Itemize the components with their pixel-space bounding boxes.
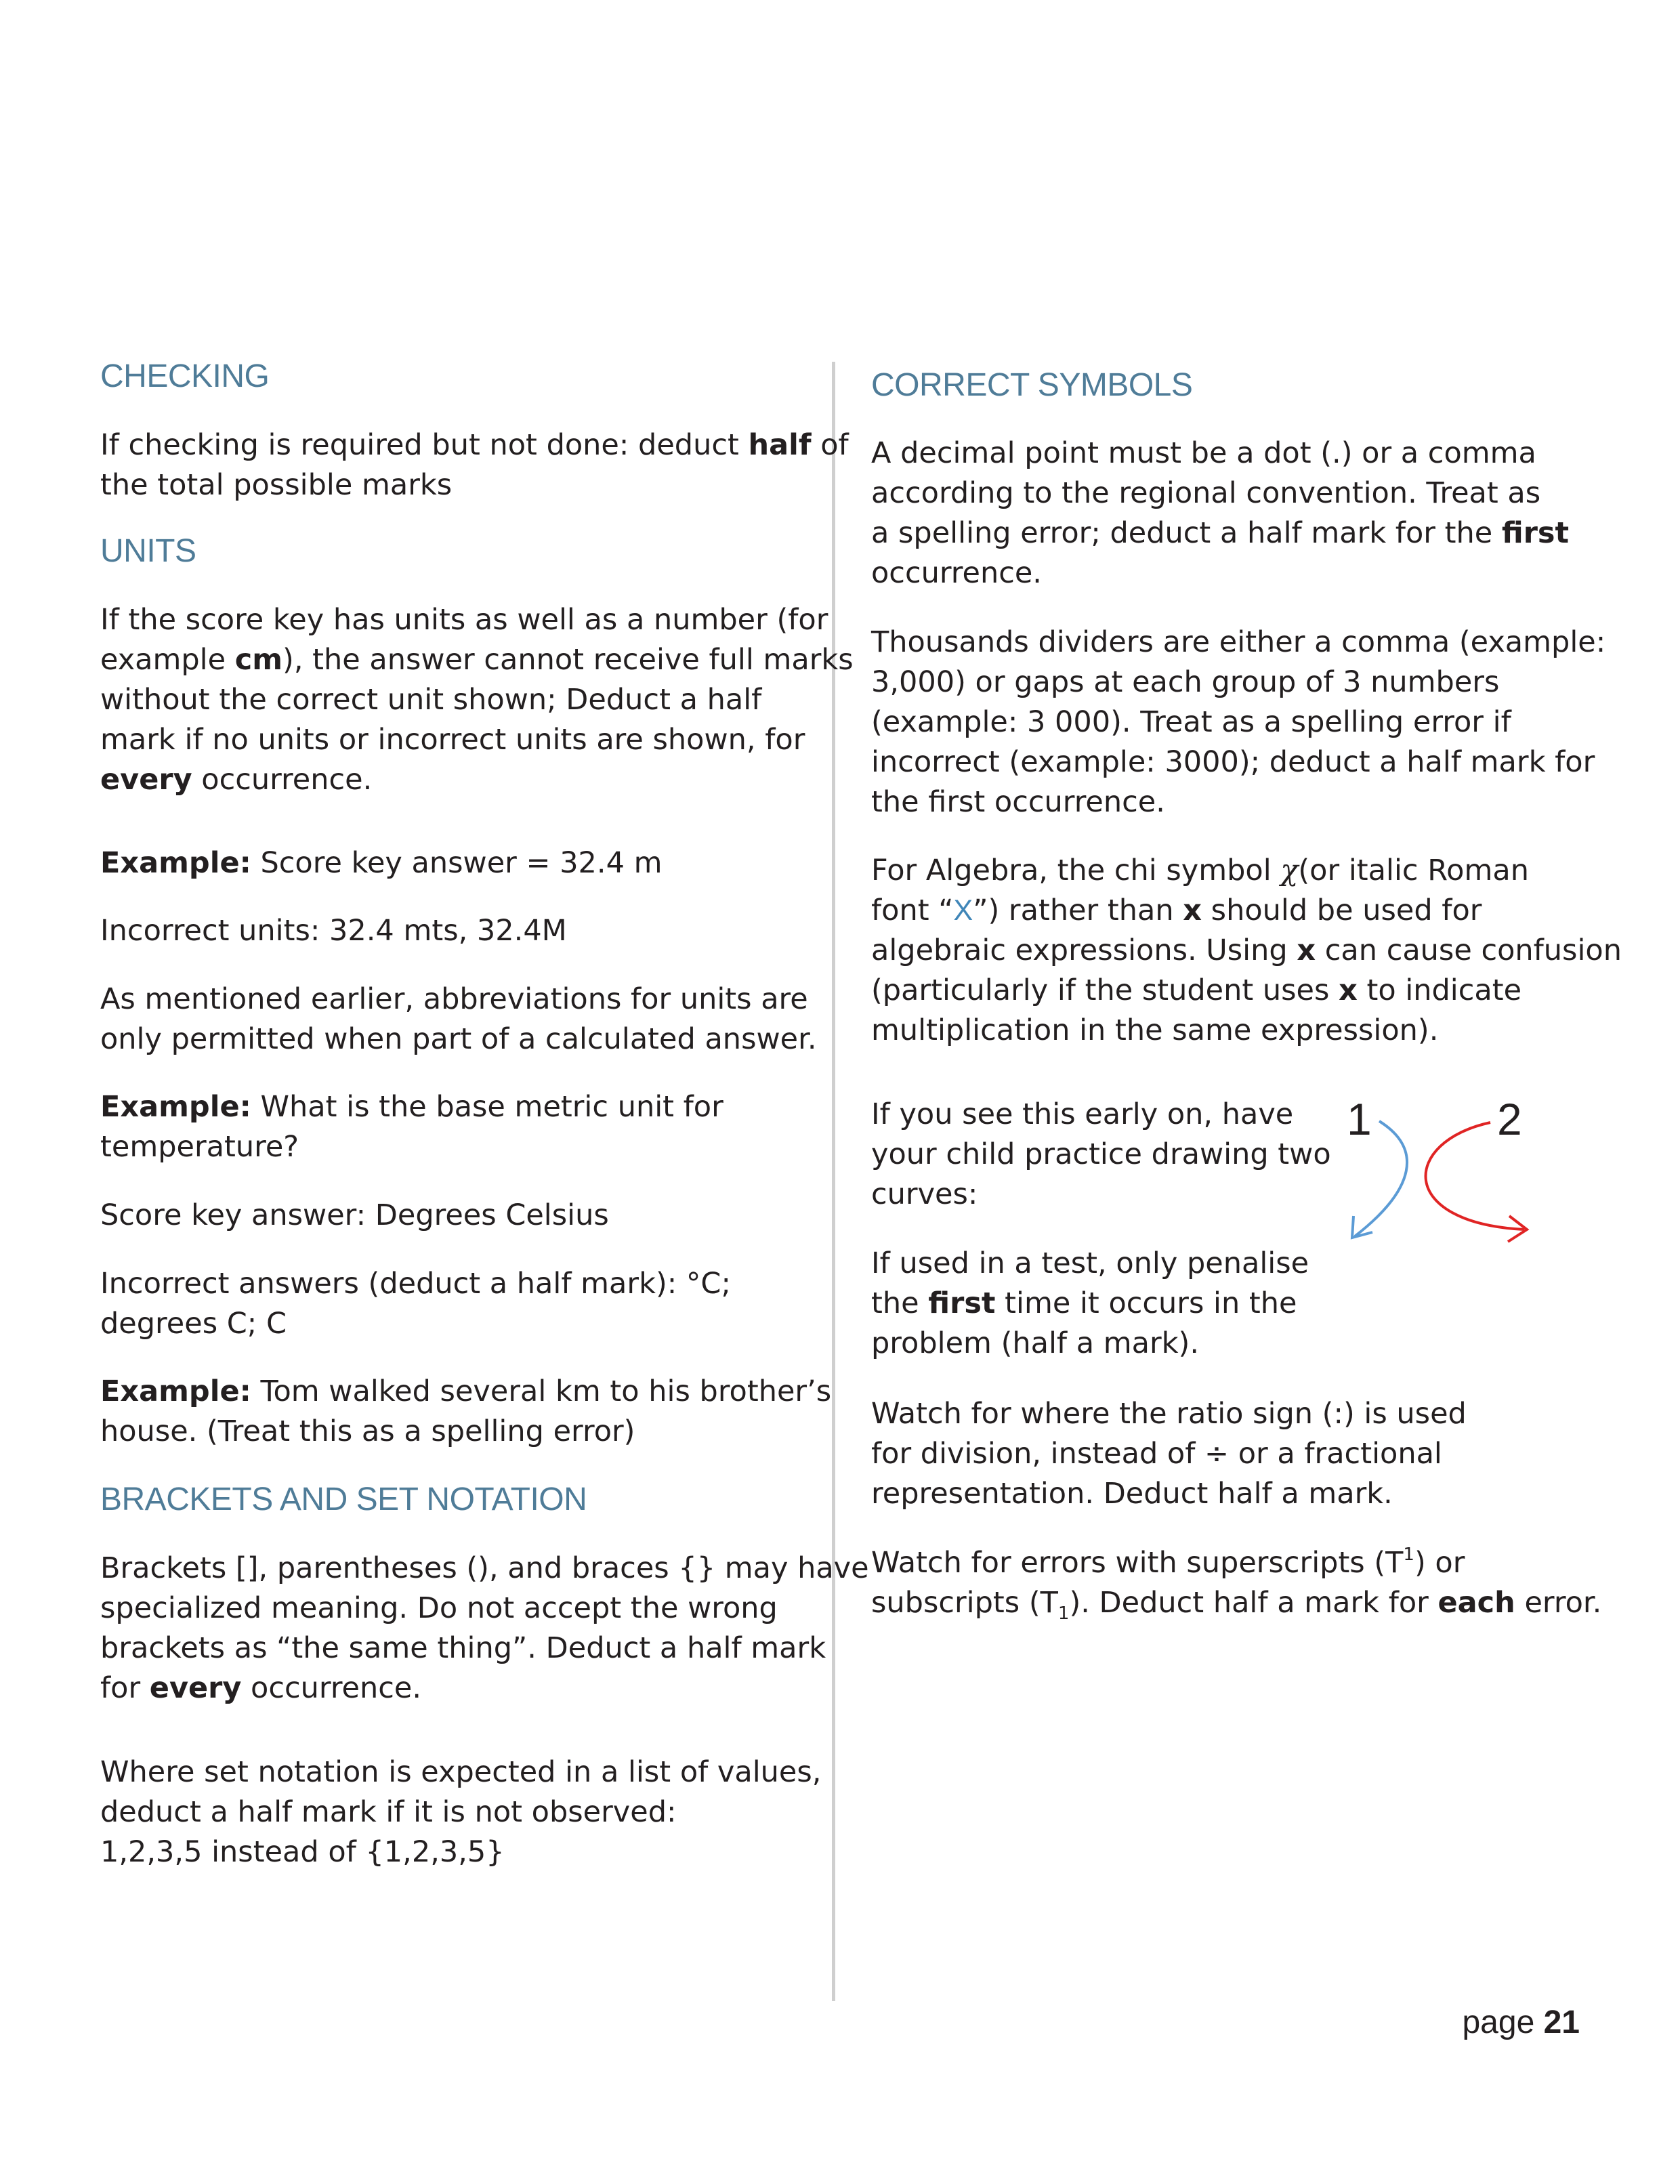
superscripts-paragraph: Watch for errors with superscripts $(T^1)$ or subscripts $(T_1)$. Deduct half a mark for each error. <box>871 1545 1602 1624</box>
curve-label-2: 2 <box>1497 1094 1522 1144</box>
curve-label-1: 1 <box>1347 1094 1372 1144</box>
units-example-3: Example: Tom walked several km to his brother’s house. (Treat this as a spelling error) <box>100 1374 832 1448</box>
algebra-paragraph: For Algebra, the chi symbol χ(or italic Roman font “X”) rather than x should be used for algebraic expressions. Using x can cause confusion (particularly if the student uses x to indicate multiplication in the same expression). <box>871 854 1622 1047</box>
set-notation-paragraph: Where set notation is expected in a list of values, deduct a half mark if it is not observed: 1,2,3,5 instead of {1,2,3,5} <box>100 1755 822 1869</box>
heading-brackets: BRACKETS AND SET NOTATION <box>100 1482 587 1517</box>
heading-checking: CHECKING <box>100 358 270 394</box>
units-example-2: Example: What is the base metric unit for temperature? <box>100 1090 723 1164</box>
test-penalty-paragraph: If used in a test, only penalise the first time it occurs in the problem (half a mark). <box>871 1246 1309 1360</box>
units-paragraph: If the score key has units as well as a number (for example cm), the answer cannot receive full marks without the correct unit shown; Deduct a half mark if no units or incorrect units are shown, for every occurrence. <box>100 603 854 797</box>
chi-symbol: χ <box>1280 854 1299 887</box>
page-number: page 21 <box>1462 2004 1580 2040</box>
thousands-dividers-paragraph: Thousands dividers are either a comma (example: 3,000) or gaps at each group of 3 numbers (example: 3 000). Treat as a spelling error if incorrect (example: 3000); deduct a half mark for the first occurrence. <box>871 625 1606 819</box>
incorrect-answers: Incorrect answers (deduct a half mark): °C; degrees C; C <box>100 1267 731 1341</box>
checking-paragraph: If checking is required but not done: deduct half of the total possible marks <box>100 428 849 502</box>
early-on-paragraph: If you see this early on, have your child practice drawing two curves: <box>871 1097 1331 1211</box>
score-key-answer: Score key answer: Degrees Celsius <box>100 1198 609 1232</box>
abbreviations-note: As mentioned earlier, abbreviations for units are only permitted when part of a calculated answer. <box>100 982 817 1056</box>
column-divider <box>832 362 835 2001</box>
italic-roman-x: X <box>953 894 973 927</box>
units-example-1: Example: Score key answer = 32.4 m <box>100 846 663 880</box>
brackets-paragraph: Brackets [], parentheses (), and braces {} may have specialized meaning. Do not accept the wrong brackets as “the same thing”. Deduct a half mark for every occurrence. <box>100 1551 869 1705</box>
incorrect-units: Incorrect units: 32.4 mts, 32.4M <box>100 914 567 948</box>
two-curves-diagram <box>1328 1094 1545 1270</box>
heading-correct-symbols: CORRECT SYMBOLS <box>871 367 1193 403</box>
heading-units: UNITS <box>100 533 196 569</box>
ratio-sign-paragraph: Watch for where the ratio sign (:) is used for division, instead of ÷ or a fractional representation. Deduct half a mark. <box>871 1397 1467 1511</box>
decimal-point-paragraph: A decimal point must be a dot (.) or a comma according to the regional convention. Treat as a spelling error; deduct a half mark for the first occurrence. <box>871 436 1570 590</box>
